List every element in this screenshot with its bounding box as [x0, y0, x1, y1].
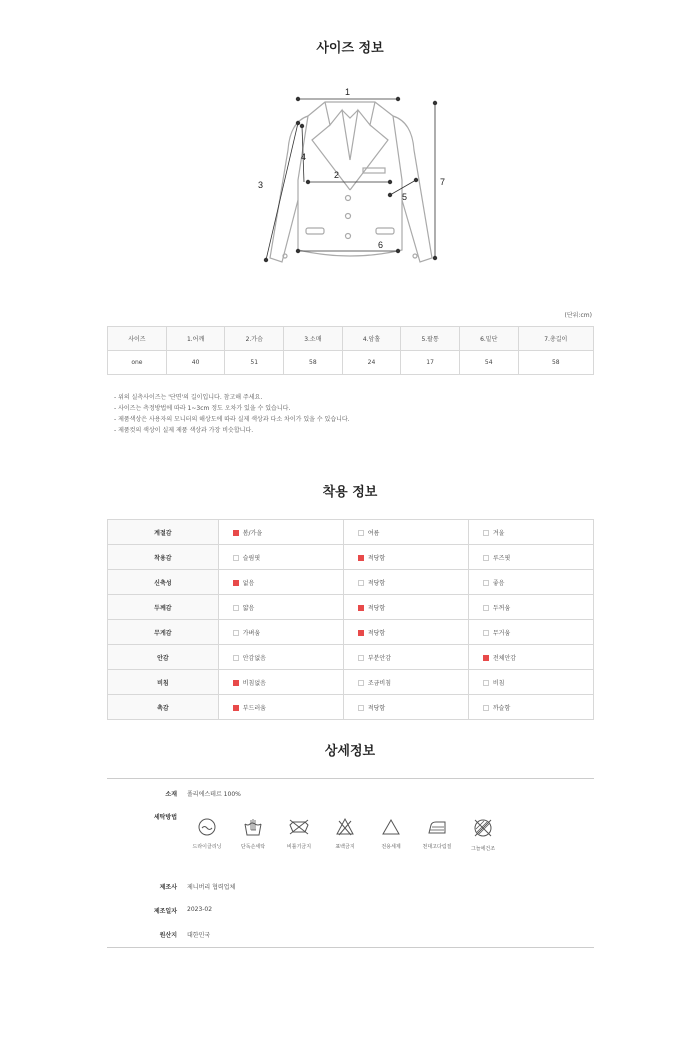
wear-label: 안감: [108, 645, 219, 670]
diagram-label-3: 3: [258, 180, 264, 190]
care-item: [463, 817, 503, 852]
wear-label: 계절감: [108, 520, 219, 545]
wear-option-label: 봄/가을: [242, 529, 263, 537]
wear-option: [218, 670, 343, 695]
care-item: [187, 817, 227, 850]
table-row: [108, 645, 594, 670]
size-note: - 제품색상은 사용자의 모니터의 해상도에 따라 실제 색상과 다소 차이가 있을 수 있습니다.: [114, 416, 350, 423]
care-label: 그늘에건조: [470, 846, 496, 852]
size-header-cell: 5.팔통: [401, 327, 460, 351]
wear-option: [218, 570, 343, 595]
wear-info-title: 착용 정보: [322, 485, 378, 500]
hand-wash-icon: [243, 817, 263, 837]
wear-option-label: 무거움: [492, 629, 511, 637]
wear-label: 신축성: [108, 570, 219, 595]
wear-option-label: 부드러움: [242, 704, 266, 712]
unit-label: (단위:cm): [564, 312, 592, 319]
jacket-diagram: [230, 80, 470, 280]
wear-label: 촉감: [108, 695, 219, 720]
detail-value: 제니버리 협력업체: [187, 884, 236, 891]
wear-option: [343, 545, 468, 570]
detail-label: 원산지: [159, 932, 177, 939]
size-header-cell: 4.암홀: [342, 327, 401, 351]
wear-option-label: 두꺼움: [492, 604, 511, 612]
checked-box-icon: [483, 655, 489, 661]
wear-option-label: 까슬함: [492, 704, 511, 712]
wear-option-label: 적당함: [367, 629, 386, 637]
checked-box-icon: [233, 705, 239, 711]
no-wring-icon: [287, 817, 311, 837]
size-table-header: [108, 327, 594, 351]
wear-option: [468, 595, 593, 620]
size-cell: 54: [459, 351, 518, 375]
wear-option-label: 적당함: [367, 604, 386, 612]
wear-option-label: 비침없음: [242, 679, 266, 687]
checked-box-icon: [358, 555, 364, 561]
wear-option: [343, 595, 468, 620]
care-item: [279, 817, 319, 850]
diagram-label-5: 5: [402, 192, 408, 202]
care-item: [417, 817, 457, 850]
wear-option-label: 좋음: [492, 579, 505, 587]
size-header-cell: 3.소매: [284, 327, 343, 351]
detail-label: 제조사: [159, 884, 177, 891]
table-row: [108, 595, 594, 620]
diagram-label-1: 1: [345, 87, 351, 97]
unchecked-box-icon: [233, 630, 239, 636]
unchecked-box-icon: [233, 655, 239, 661]
wear-option: [343, 695, 468, 720]
size-note: - 제품컷의 색상이 실제 제품 색상과 가장 비슷합니다.: [114, 427, 254, 434]
size-cell: 58: [284, 351, 343, 375]
size-note: - 사이즈는 측정방법에 따라 1~3cm 정도 오차가 있을 수 있습니다.: [114, 405, 291, 412]
checked-box-icon: [358, 605, 364, 611]
wear-option-label: 적당함: [367, 579, 386, 587]
wear-option: [218, 520, 343, 545]
table-row: [108, 520, 594, 545]
size-cell: 58: [518, 351, 593, 375]
checked-box-icon: [233, 680, 239, 686]
wear-option: [343, 670, 468, 695]
size-notes: [114, 392, 350, 436]
wear-option-label: 비침: [492, 679, 505, 687]
wear-option: [218, 695, 343, 720]
size-header-cell: 1.어깨: [166, 327, 225, 351]
wear-table: [107, 519, 594, 720]
wear-option: [343, 520, 468, 545]
checked-box-icon: [233, 530, 239, 536]
wear-option-label: 여름: [367, 529, 380, 537]
unchecked-box-icon: [358, 580, 364, 586]
wear-option-label: 적당함: [367, 704, 386, 712]
unchecked-box-icon: [483, 630, 489, 636]
size-header-cell: 7.총길이: [518, 327, 593, 351]
table-row: [108, 351, 594, 375]
no-bleach-icon: [335, 817, 355, 837]
table-row: [108, 570, 594, 595]
size-table: [107, 326, 594, 375]
size-note: - 위의 실측사이즈는 '단면'의 길이입니다. 참고해 주세요.: [114, 394, 263, 401]
wear-option: [218, 645, 343, 670]
detail-value: 대한민국: [187, 932, 211, 939]
size-cell: 24: [342, 351, 401, 375]
wear-option-label: 없음: [242, 579, 255, 587]
wear-option: [468, 620, 593, 645]
wear-option: [468, 570, 593, 595]
wear-option-label: 부분안감: [367, 654, 391, 662]
wear-option-label: 얇음: [242, 604, 255, 612]
wear-label: 무게감: [108, 620, 219, 645]
wear-option: [468, 695, 593, 720]
wear-option: [218, 595, 343, 620]
unchecked-box-icon: [358, 680, 364, 686]
unchecked-box-icon: [358, 655, 364, 661]
unchecked-box-icon: [483, 530, 489, 536]
diagram-label-6: 6: [378, 240, 384, 250]
care-label: 천대고다림질: [422, 844, 452, 850]
size-info-title: 사이즈 정보: [316, 41, 384, 56]
detail-label: 세탁방법: [153, 814, 177, 821]
diagram-label-2: 2: [334, 170, 340, 180]
wear-option: [343, 570, 468, 595]
detail-table: [107, 778, 594, 948]
unchecked-box-icon: [483, 580, 489, 586]
wear-label: 착용감: [108, 545, 219, 570]
wear-option-label: 적당함: [367, 554, 386, 562]
care-label: 단독손세탁: [240, 844, 266, 850]
unchecked-box-icon: [233, 605, 239, 611]
dry-clean-icon: [197, 817, 217, 837]
checked-box-icon: [358, 630, 364, 636]
unchecked-box-icon: [358, 530, 364, 536]
wear-option-label: 가벼움: [242, 629, 261, 637]
checked-box-icon: [233, 580, 239, 586]
care-label: 비틀기금지: [286, 844, 312, 850]
wear-option: [468, 645, 593, 670]
wear-option: [343, 645, 468, 670]
wear-option-label: 전체안감: [492, 654, 517, 662]
unchecked-box-icon: [483, 555, 489, 561]
detail-value: 폴리에스테르 100%: [187, 791, 241, 798]
size-cell: 17: [401, 351, 460, 375]
unchecked-box-icon: [358, 705, 364, 711]
care-label: 드라이클리닝: [192, 844, 222, 850]
detail-info-title: 상세정보: [324, 744, 376, 759]
unchecked-box-icon: [483, 705, 489, 711]
jacket-measure-diagram: [230, 80, 470, 280]
wear-option-label: 슬림핏: [242, 554, 261, 562]
wear-option: [468, 520, 593, 545]
size-header-cell: 2.가슴: [225, 327, 284, 351]
table-row: [108, 545, 594, 570]
detail-label: 소재: [165, 791, 177, 798]
size-cell: 40: [166, 351, 225, 375]
detail-value: 2023-02: [187, 906, 213, 913]
wear-option: [218, 545, 343, 570]
wear-label: 비침: [108, 670, 219, 695]
care-item: [325, 817, 365, 850]
table-row: [108, 670, 594, 695]
unchecked-box-icon: [233, 555, 239, 561]
wear-option-label: 조금비침: [367, 679, 391, 687]
wear-label: 두께감: [108, 595, 219, 620]
neutral-detergent-icon: [381, 817, 401, 837]
wear-option-label: 겨울: [492, 529, 505, 537]
size-header-cell: 사이즈: [108, 327, 167, 351]
detail-label: 제조일자: [153, 908, 177, 915]
size-cell: one: [108, 351, 167, 375]
unchecked-box-icon: [483, 605, 489, 611]
table-row: [108, 620, 594, 645]
unchecked-box-icon: [483, 680, 489, 686]
care-label: 표백금지: [335, 844, 355, 850]
iron-low-icon: [426, 817, 448, 837]
size-header-cell: 6.밑단: [459, 327, 518, 351]
wear-option-label: 안감없음: [242, 654, 266, 662]
wear-option: [218, 620, 343, 645]
wear-option-label: 루즈핏: [492, 554, 511, 562]
wear-option: [468, 670, 593, 695]
diagram-label-7: 7: [440, 177, 446, 187]
no-tumble-dry-icon: [472, 817, 494, 839]
care-label: 전용세제: [381, 844, 401, 850]
wear-option: [343, 620, 468, 645]
table-row: [108, 695, 594, 720]
size-cell: 51: [225, 351, 284, 375]
diagram-label-4: 4: [301, 152, 307, 162]
care-item: [233, 817, 273, 850]
wear-option: [468, 545, 593, 570]
care-item: [371, 817, 411, 850]
